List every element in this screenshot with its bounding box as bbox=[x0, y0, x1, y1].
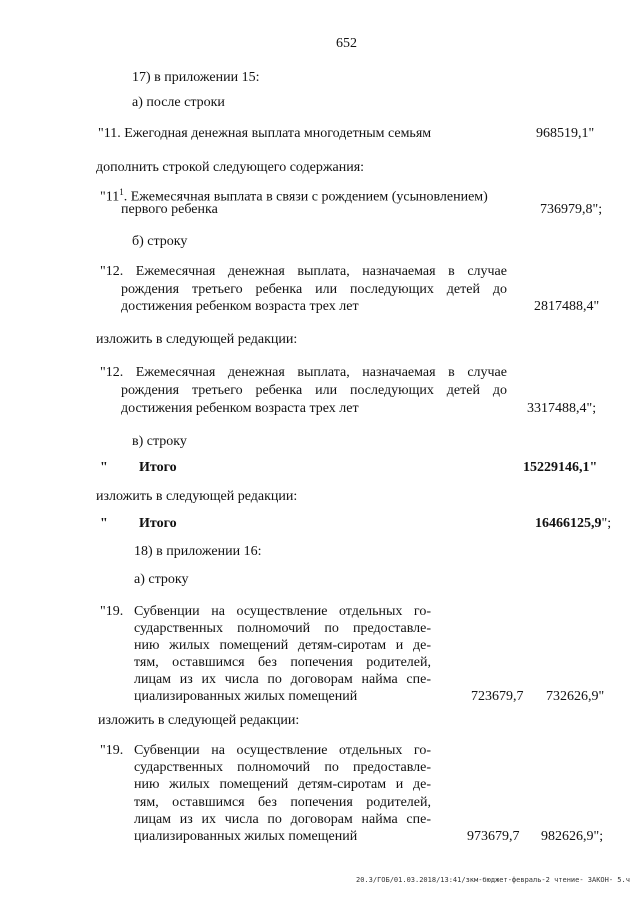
subitem-v: в) строку bbox=[132, 434, 187, 449]
row-19-old-line6: циализированных жилых помещений bbox=[134, 689, 358, 704]
row-12-old-value: 2817488,4" bbox=[534, 299, 600, 314]
total-new-value: 16466125,9 bbox=[535, 516, 602, 531]
subitem-a: а) после строки bbox=[132, 95, 225, 110]
total-new-quote: " bbox=[100, 516, 108, 531]
row-11-text: "11. Ежегодная денежная выплата многодетным семьям bbox=[98, 126, 432, 141]
row-19-old-line3: нию жилых помещений детям-сиротам и де- bbox=[134, 638, 431, 653]
row-11-1-superscript: 1 bbox=[119, 187, 124, 197]
row-19-new-line5: лицам из их числа по договорам найма спе- bbox=[134, 812, 431, 827]
row-19-old-line4: тям, оставшимся без попечения родителей, bbox=[134, 655, 431, 670]
row-19-old-line5: лицам из их числа по договорам найма спе- bbox=[134, 672, 431, 687]
page-number: 652 bbox=[336, 36, 357, 51]
row-12-old-line3: достижения ребенком возраста трех лет bbox=[121, 299, 359, 314]
total-new-value-wrap bbox=[535, 516, 611, 532]
row-19-new-value-2: 982626,9"; bbox=[541, 829, 604, 844]
footer-file-path: 20.3/ГОБ/01.03.2018/13:41/зкм-бюджет-февраль-2 чтение- ЗАКОН- 5.ч bbox=[356, 876, 630, 884]
row-19-new-line2: сударственных полномочий по предоставле- bbox=[134, 760, 431, 775]
item-17: 17) в приложении 15: bbox=[132, 70, 260, 85]
row-12-old-line1: "12. Ежемесячная денежная выплата, назначаемая в случае bbox=[100, 264, 507, 279]
row-19-new-value-1: 973679,7 bbox=[467, 829, 520, 844]
subitem-b: б) строку bbox=[132, 234, 188, 249]
row-19-new-line4: тям, оставшимся без попечения родителей, bbox=[134, 795, 431, 810]
total-old-quote: " bbox=[100, 460, 108, 475]
subitem-a-18: а) строку bbox=[134, 572, 189, 587]
row-19-new-line3: нию жилых помещений детям-сиротам и де- bbox=[134, 777, 431, 792]
instruction-restate-3: изложить в следующей редакции: bbox=[98, 713, 300, 728]
row-11-value: 968519,1" bbox=[536, 126, 595, 141]
row-12-new-line2: рождения третьего ребенка или последующих детей до bbox=[121, 383, 507, 398]
row-11-1-text: . Ежемесячная выплата в связи с рождением (усыновлением) bbox=[123, 189, 488, 205]
row-12-new-line1: "12. Ежемесячная денежная выплата, назначаемая в случае bbox=[100, 365, 507, 380]
row-19-old-value-2: 732626,9" bbox=[546, 689, 605, 704]
instruction-add: дополнить строкой следующего содержания: bbox=[96, 160, 365, 175]
row-11-1-line2: первого ребенка bbox=[121, 202, 218, 217]
total-new-label: Итого bbox=[139, 516, 177, 531]
row-11-1-number: "11 bbox=[100, 189, 120, 205]
row-12-old-line2: рождения третьего ребенка или последующих детей до bbox=[121, 282, 507, 297]
instruction-restate-1: изложить в следующей редакции: bbox=[96, 332, 298, 347]
row-19-new-line1: Субвенции на осуществление отдельных го- bbox=[134, 743, 431, 758]
row-11-1-value: 736979,8"; bbox=[540, 202, 603, 217]
row-19-new-line6: циализированных жилых помещений bbox=[134, 829, 358, 844]
row-19-old-line1: Субвенции на осуществление отдельных го- bbox=[134, 604, 431, 619]
total-old-label: Итого bbox=[139, 460, 177, 475]
row-19-new-number: "19. bbox=[100, 743, 124, 758]
row-19-old-line2: сударственных полномочий по предоставле- bbox=[134, 621, 431, 636]
row-19-old-number: "19. bbox=[100, 604, 124, 619]
row-19-old-value-1: 723679,7 bbox=[471, 689, 524, 704]
row-12-new-value: 3317488,4"; bbox=[527, 401, 597, 416]
item-18: 18) в приложении 16: bbox=[134, 544, 262, 559]
instruction-restate-2: изложить в следующей редакции: bbox=[96, 489, 298, 504]
total-old-value: 15229146,1" bbox=[523, 460, 598, 475]
total-new-tail: "; bbox=[601, 516, 612, 531]
row-12-new-line3: достижения ребенком возраста трех лет bbox=[121, 401, 359, 416]
